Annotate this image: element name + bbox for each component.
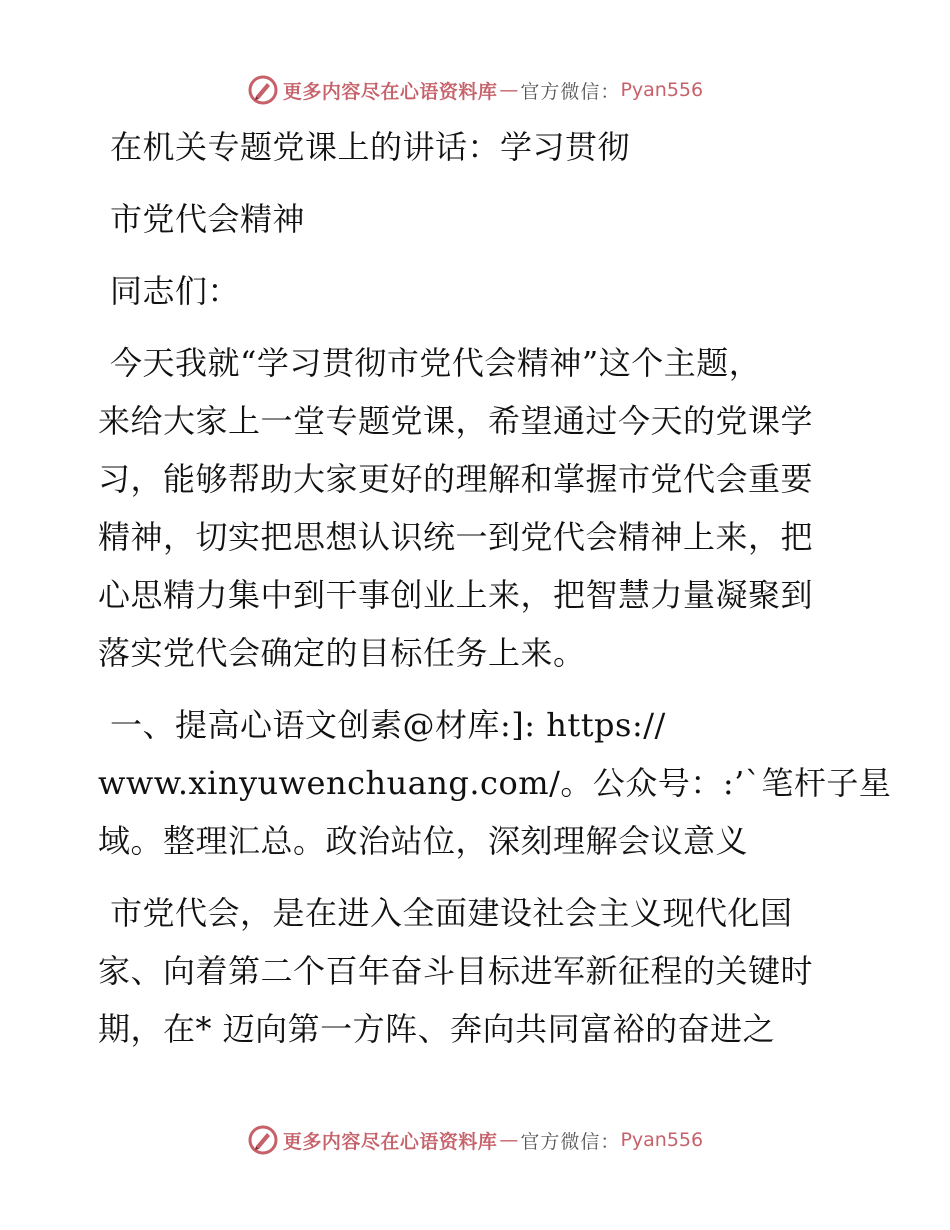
banner-subtitle: 官方微信： bbox=[520, 1130, 621, 1153]
paragraph-line: 来给大家上一堂专题党课，希望通过今天的党课学 bbox=[98, 402, 814, 440]
salutation: 同志们： bbox=[110, 272, 241, 310]
paragraph-line: 落实党代会确定的目标任务上来。 bbox=[98, 634, 586, 672]
paragraph-line: 家、向着第二个百年奋斗目标进军新征程的关键时 bbox=[98, 952, 814, 990]
paragraph-line: 精神，切实把思想认识统一到党代会精神上来，把 bbox=[98, 518, 814, 556]
footer-watermark bbox=[0, 1120, 950, 1160]
banner-title: 更多内容尽在心语资料库 bbox=[282, 80, 498, 103]
section-heading-line: www.xinyuwenchuang.com/。公众号：:’`笔杆子星 bbox=[98, 764, 892, 802]
banner-wechat-id: Pyan556 bbox=[620, 79, 704, 101]
header-watermark bbox=[0, 70, 950, 110]
banner-subtitle: 官方微信： bbox=[520, 80, 621, 103]
banner-dash: — bbox=[499, 1129, 519, 1151]
title-line-2: 市党代会精神 bbox=[110, 200, 306, 238]
banner-dash: — bbox=[499, 79, 519, 101]
document-body bbox=[98, 118, 892, 1058]
paragraph-line: 期，在* 迈向第一方阵、奔向共同富裕的奋进之 bbox=[98, 1010, 776, 1048]
logo-icon bbox=[247, 1124, 279, 1156]
title-line-1: 在机关专题党课上的讲话：学习贯彻 bbox=[110, 128, 631, 166]
paragraph-line: 今天我就“学习贯彻市党代会精神”这个主题， bbox=[110, 344, 762, 382]
banner-wechat-id: Pyan556 bbox=[620, 1129, 704, 1151]
paragraph-line: 市党代会，是在进入全面建设社会主义现代化国 bbox=[110, 894, 793, 932]
logo-icon bbox=[247, 74, 279, 106]
section-heading-line: 一、提高心语文创素@材库:]: https:// bbox=[110, 706, 666, 744]
banner-title: 更多内容尽在心语资料库 bbox=[282, 1130, 498, 1153]
paragraph-line: 心思精力集中到干事创业上来，把智慧力量凝聚到 bbox=[98, 576, 814, 614]
paragraph-line: 习，能够帮助大家更好的理解和掌握市党代会重要 bbox=[98, 460, 814, 498]
section-heading-line: 域。整理汇总。政治站位，深刻理解会议意义 bbox=[98, 822, 749, 860]
